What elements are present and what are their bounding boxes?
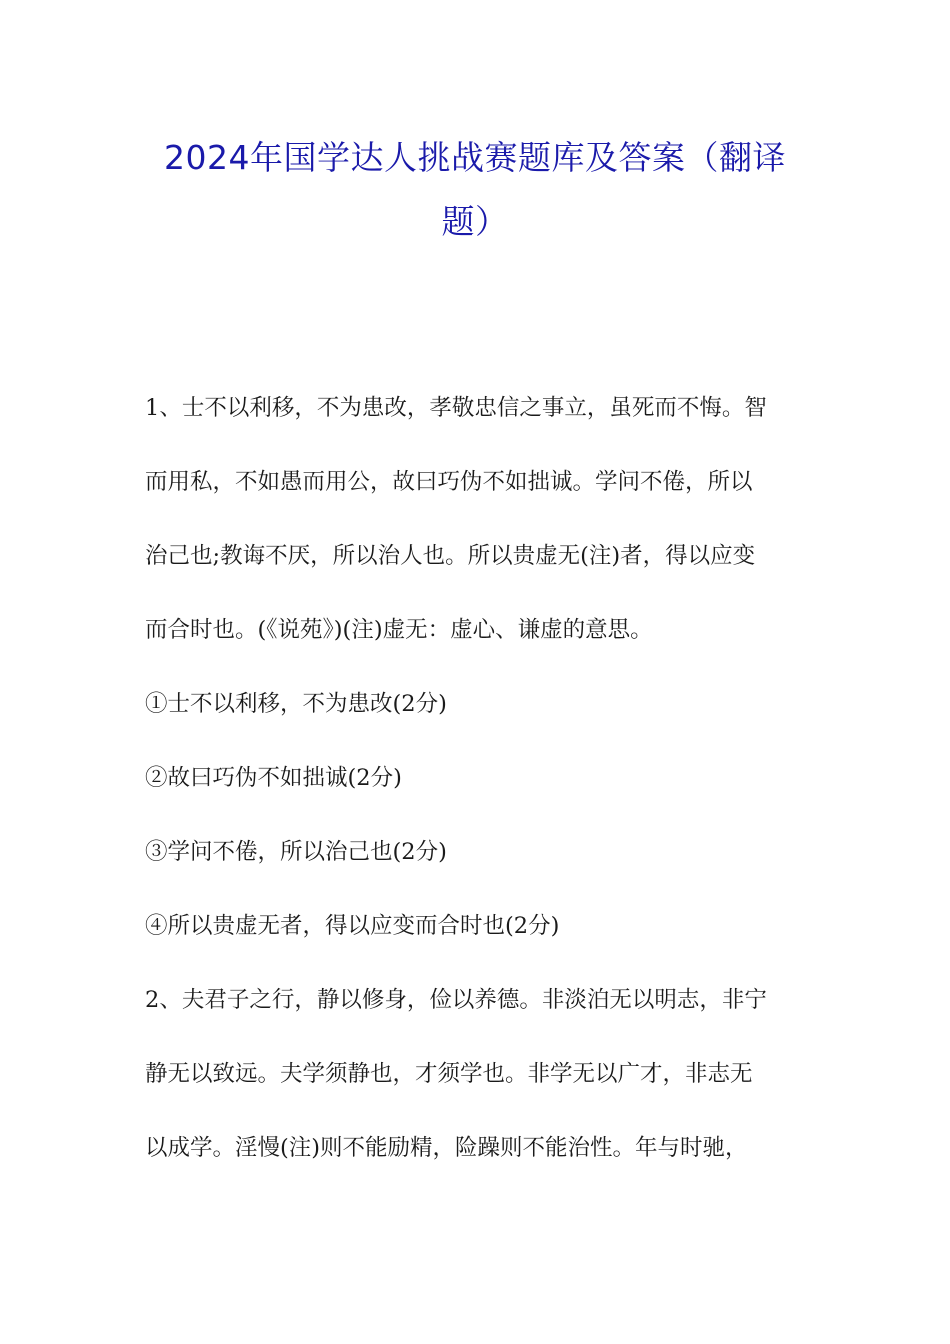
text-line: ③学问不倦，所以治己也(2分) [145, 839, 447, 865]
text-line: ④所以贵虚无者，得以应变而合时也(2分) [145, 913, 560, 939]
text-line: ②故曰巧伪不如拙诚(2分) [145, 765, 402, 791]
text-line: 1、士不以利移，不为患改，孝敬忠信之事立，虽死而不悔。智 [145, 395, 767, 421]
document-title [110, 126, 840, 254]
document-body [145, 384, 815, 1198]
text-line: 2、夫君子之行，静以修身，俭以养德。非淡泊无以明志，非宁 [145, 987, 767, 1013]
text-line: 治己也;教诲不厌，所以治人也。所以贵虚无(注)者，得以应变 [145, 543, 756, 569]
text-line: ①士不以利移，不为患改(2分) [145, 691, 447, 717]
question-1-item-3 [145, 828, 815, 877]
question-1-item-1 [145, 680, 815, 729]
question-2-passage [145, 976, 815, 1173]
question-1-item-2 [145, 754, 815, 803]
title-line-2: 题） [441, 202, 509, 241]
question-1-item-4 [145, 902, 815, 951]
text-line: 而用私，不如愚而用公，故曰巧伪不如拙诚。学问不倦，所以 [145, 469, 753, 495]
text-line: 以成学。淫慢(注)则不能励精，险躁则不能治性。年与时驰， [145, 1135, 748, 1161]
text-line: 而合时也。(《说苑》)(注)虚无：虚心、谦虚的意思。 [145, 617, 653, 643]
title-line-1: 2024年国学达人挑战赛题库及答案（翻译 [164, 138, 786, 177]
question-1-passage [145, 384, 815, 655]
text-line: 静无以致远。夫学须静也，才须学也。非学无以广才，非志无 [145, 1061, 753, 1087]
